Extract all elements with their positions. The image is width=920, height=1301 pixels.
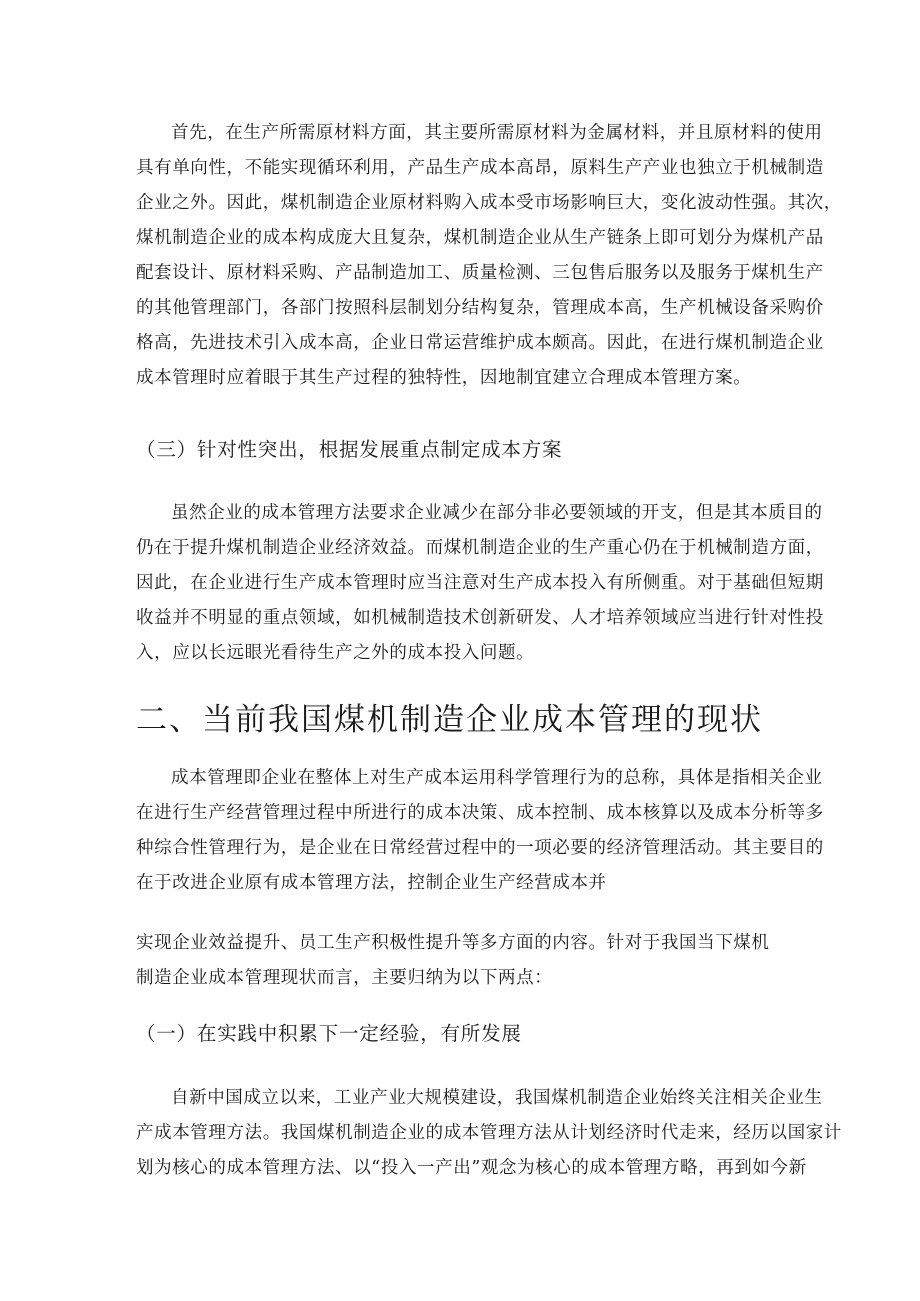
paragraph-2-line-3: 因此，在企业进行生产成本管理时应当注意对生产成本投入有所侧重。对于基础但短期 xyxy=(136,573,824,593)
paragraph-3-line-2: 在进行生产经营管理过程中所进行的成本决策、成本控制、成本核算以及成本分析等多 xyxy=(136,803,824,823)
paragraph-1-line-3: 企业之外。因此，煤机制造企业原材料购入成本受市场影响巨大，变化波动性强。其次， xyxy=(136,193,842,213)
paragraph-1-line-2: 具有单向性，不能实现循环利用，产品生产成本高昂，原料生产产业也独立于机械制造 xyxy=(136,158,824,178)
paragraph-1-line-6: 的其他管理部门，各部门按照科层制划分结构复杂，管理成本高，生产机械设备采购价 xyxy=(136,298,824,318)
paragraph-1-line-5: 配套设计、原材料采购、产品制造加工、质量检测、三包售后服务以及服务于煤机生产 xyxy=(136,263,824,283)
paragraph-4-line-1: 实现企业效益提升、员工生产积极性提升等多方面的内容。针对于我国当下煤机 xyxy=(136,933,770,953)
paragraph-1-line-4: 煤机制造企业的成本构成庞大且复杂，煤机制造企业从生产链条上即可划分为煤机产品 xyxy=(136,228,824,248)
paragraph-1-line-7: 格高，先进技术引入成本高，企业日常运营维护成本颇高。因此，在进行煤机制造企业 xyxy=(136,333,824,353)
subheading-1: （一）在实践中积累下一定经验，有所发展 xyxy=(136,1022,522,1045)
paragraph-2-line-2: 仍在于提升煤机制造企业经济效益。而煤机制造企业的生产重心仍在于机械制造方面， xyxy=(136,538,824,558)
section-heading: 二、当前我国煤机制造企业成本管理的现状 xyxy=(136,702,763,738)
paragraph-3-line-1: 成本管理即企业在整体上对生产成本运用科学管理行为的总称，具体是指相关企业 xyxy=(171,768,823,788)
paragraph-2-line-5: 入，应以长远眼光看待生产之外的成本投入问题。 xyxy=(136,643,535,663)
paragraph-5-line-2: 产成本管理方法。我国煤机制造企业的成本管理方法从计划经济时代走来，经历以国家计 xyxy=(136,1123,842,1143)
paragraph-3-line-4: 在于改进企业原有成本管理方法，控制企业生产经营成本并 xyxy=(136,873,607,893)
paragraph-5-line-3: 划为核心的成本管理方法、以“投入一产出”观念为核心的成本管理方略，再到如今新 xyxy=(136,1158,807,1178)
subheading-3: （三）针对性突出，根据发展重点制定成本方案 xyxy=(136,438,563,461)
paragraph-2-line-4: 收益并不明显的重点领域，如机械制造技术创新研发、人才培养领域应当进行针对性投 xyxy=(136,608,824,628)
paragraph-1-line-8: 成本管理时应着眼于其生产过程的独特性，因地制宜建立合理成本管理方案。 xyxy=(136,368,752,388)
paragraph-5-line-1: 自新中国成立以来，工业产业大规模建设，我国煤机制造企业始终关注相关企业生 xyxy=(171,1088,823,1108)
paragraph-4-line-2: 制造企业成本管理现状而言，主要归纳为以下两点： xyxy=(136,968,553,988)
paragraph-2-line-1: 虽然企业的成本管理方法要求企业减少在部分非必要领域的开支，但是其本质目的 xyxy=(171,503,823,523)
paragraph-3-line-3: 种综合性管理行为，是企业在日常经营过程中的一项必要的经济管理活动。其主要目的 xyxy=(136,838,824,858)
paragraph-1-line-1: 首先，在生产所需原材料方面，其主要所需原材料为金属材料，并且原材料的使用 xyxy=(171,123,823,143)
